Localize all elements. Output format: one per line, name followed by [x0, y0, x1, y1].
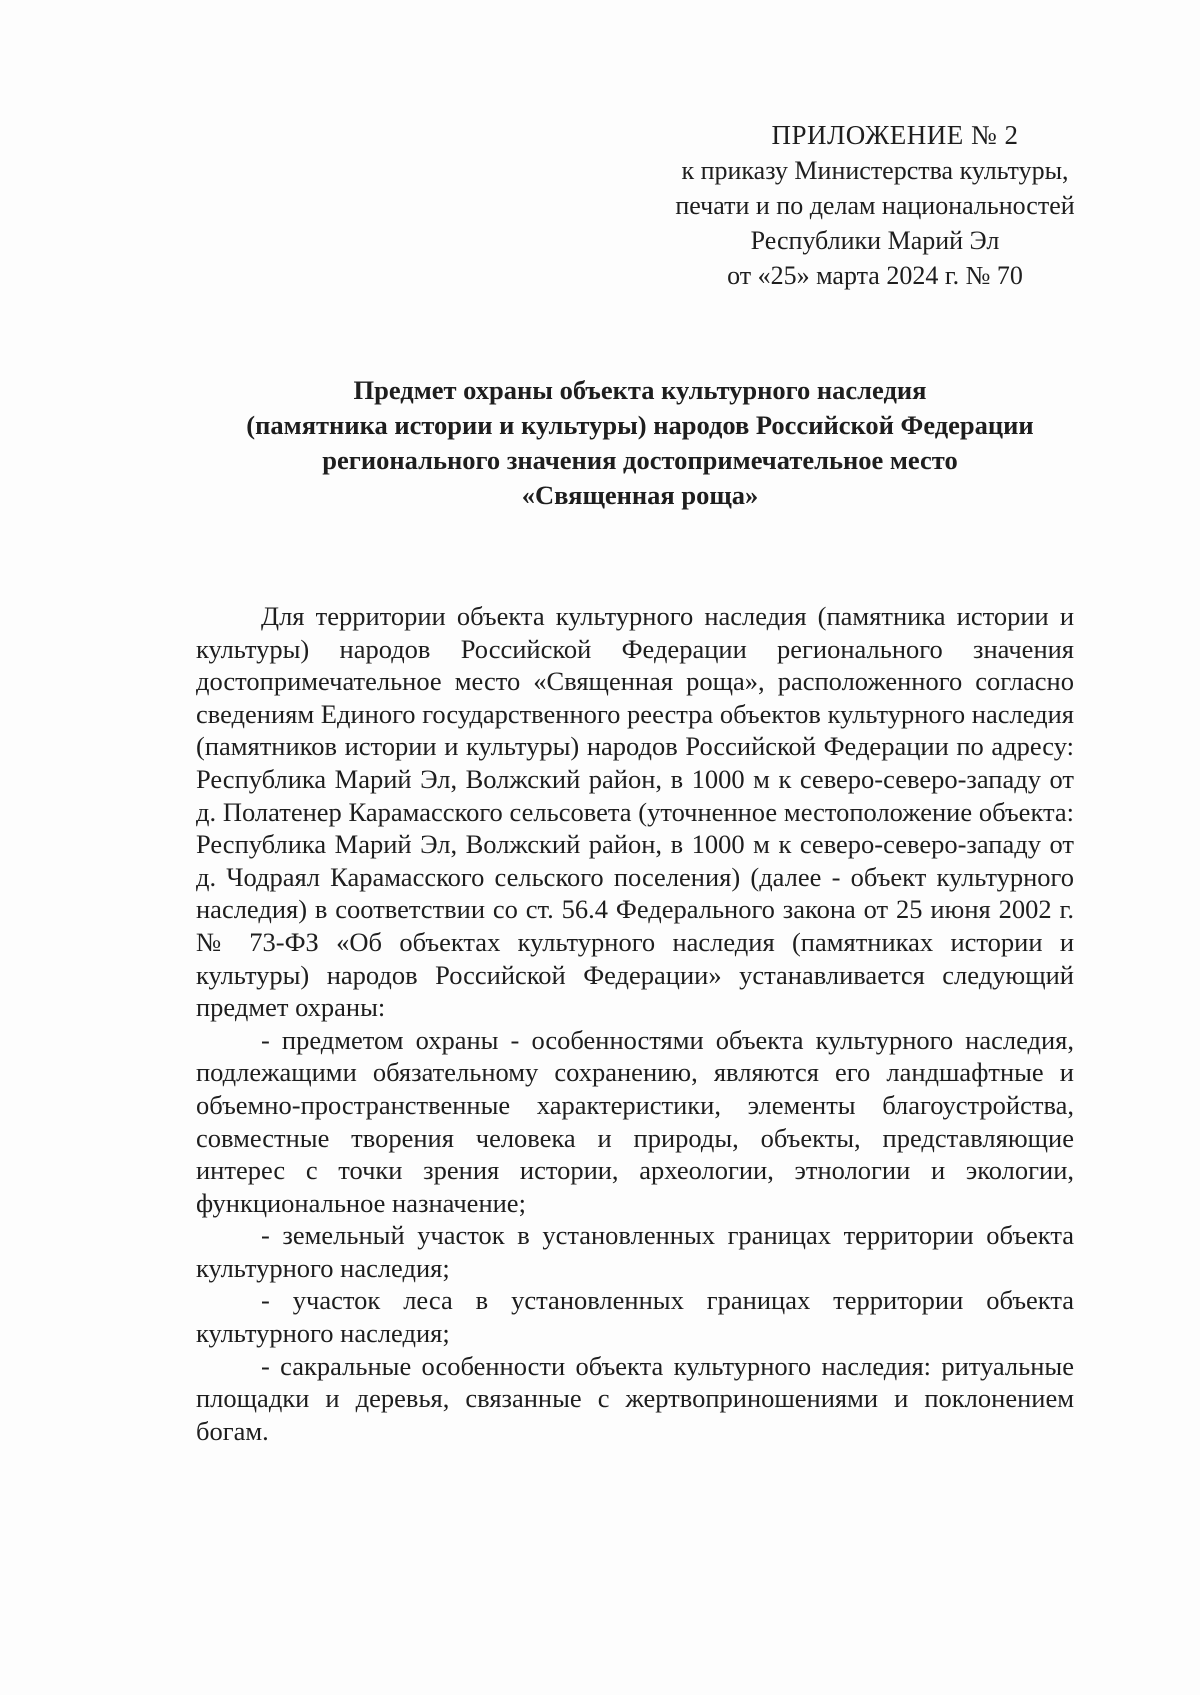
- document-title: [150, 373, 1130, 513]
- attachment-line-3: Республики Марий Эл: [750, 226, 1000, 255]
- title-line-3: регионального значения достопримечательное место: [322, 445, 958, 475]
- title-line-4: «Священная роща»: [521, 480, 759, 510]
- protection-item-3: - участок леса в установленных границах территории объекта культурного наследия;: [196, 1285, 1074, 1349]
- attachment-line-2: печати и по делам национальностей: [675, 191, 1075, 220]
- attachment-title: ПРИЛОЖЕНИЕ № 2: [771, 120, 1019, 150]
- document-body: [196, 600, 1074, 1447]
- attachment-line-1: к приказу Министерства культуры,: [681, 156, 1069, 185]
- title-line-1: Предмет охраны объекта культурного наследия: [353, 375, 927, 405]
- protection-item-1: - предметом охраны - особенностями объекта культурного наследия, подлежащими обязательному сохранению, являются его ландшафтные и объемно-пространственные характеристики, элементы благоустройства, совместные творения человека и природы, объекты, представляющие интерес с точки зрения истории, археологии, этнологии и экологии, функциональное назначение;: [196, 1024, 1074, 1218]
- intro-paragraph: Для территории объекта культурного наследия (памятника истории и культуры) народов Российской Федерации регионального значения достопримечательное место «Священная роща», расположенного согласно сведениям Единого государственного реестра объектов культурного наследия (памятников истории и культуры) народов Российской Федерации по адресу: Республика Марий Эл, Волжский район, в 1000 м к северо-северо-западу от д. Полатенер Карамасского сельсовета (уточненное местоположение объекта: Республика Марий Эл, Волжский район, в 1000 м к северо-северо-западу от д. Чодраял Карамасского сельского поселения) (далее - объект культурного наследия) в соответствии со ст. 56.4 Федерального закона от 25 июня 2002 г. № 73-ФЗ «Об объектах культурного наследия (памятниках истории и культуры) народов Российской Федерации» устанавливается следующий предмет охраны:: [196, 601, 1074, 1023]
- attachment-line-4: от «25» марта 2024 г. № 70: [727, 261, 1023, 290]
- protection-item-2: - земельный участок в установленных границах территории объекта культурного наследия;: [196, 1220, 1074, 1283]
- title-line-2: (памятника истории и культуры) народов Российской Федерации: [246, 410, 1034, 440]
- protection-item-4: - сакральные особенности объекта культурного наследия: ритуальные площадки и деревья, связанные с жертвоприношениями и поклонением богам.: [196, 1350, 1074, 1446]
- attachment-block: [640, 118, 1110, 293]
